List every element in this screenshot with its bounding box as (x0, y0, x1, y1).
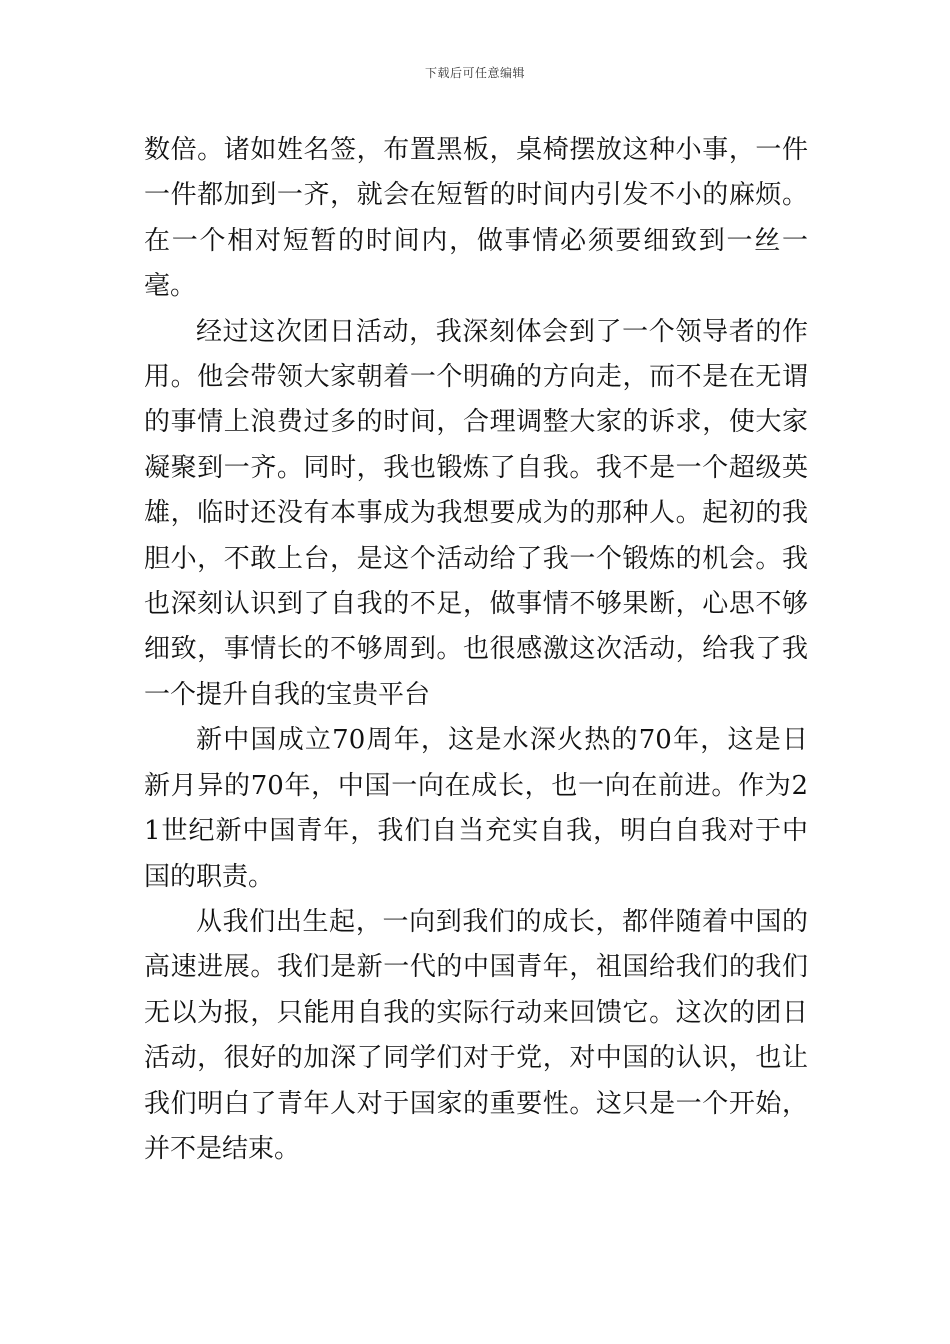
paragraph-growth-with-china: 从我们出生起，一向到我们的成长，都伴随着中国的高速进展。我们是新一代的中国青年，祖国给我们的我们无以为报，只能用自我的实际行动来回馈它。这次的团日活动，很好的加深了同学们对于党，对中国的认识，也让我们明白了青年人对于国家的重要性。这只是一个开始，并不是结束。 (144, 906, 808, 1164)
paragraph-continuation: 数倍。诸如姓名签，布置黑板，桌椅摆放这种小事，一件一件都加到一齐，就会在短暂的时间内引发不小的麻烦。在一个相对短暂的时间内，做事情必须要细致到一丝一毫。 (144, 135, 808, 302)
paragraph-70th-anniversary: 新中国成立70周年，这是水深火热的70年，这是日新月异的70年，中国一向在成长，也一向在前进。作为21世纪新中国青年，我们自当充实自我，明白自我对于中国的职责。 (144, 725, 808, 892)
document-body (144, 128, 808, 1172)
paragraph-leader-reflection: 经过这次团日活动，我深刻体会到了一个领导者的作用。他会带领大家朝着一个明确的方向走，而不是在无谓的事情上浪费过多的时间，合理调整大家的诉求，使大家凝聚到一齐。同时，我也锻炼了自我。我不是一个超级英雄，临时还没有本事成为我想要成为的那种人。起初的我胆小，不敢上台，是这个活动给了我一个锻炼的机会。我也深刻认识到了自我的不足，做事情不够果断，心思不够细致，事情长的不够周到。也很感激这次活动，给我了我一个提升自我的宝贵平台 (144, 316, 808, 710)
page-header: 下载后可任意编辑 (424, 66, 525, 80)
